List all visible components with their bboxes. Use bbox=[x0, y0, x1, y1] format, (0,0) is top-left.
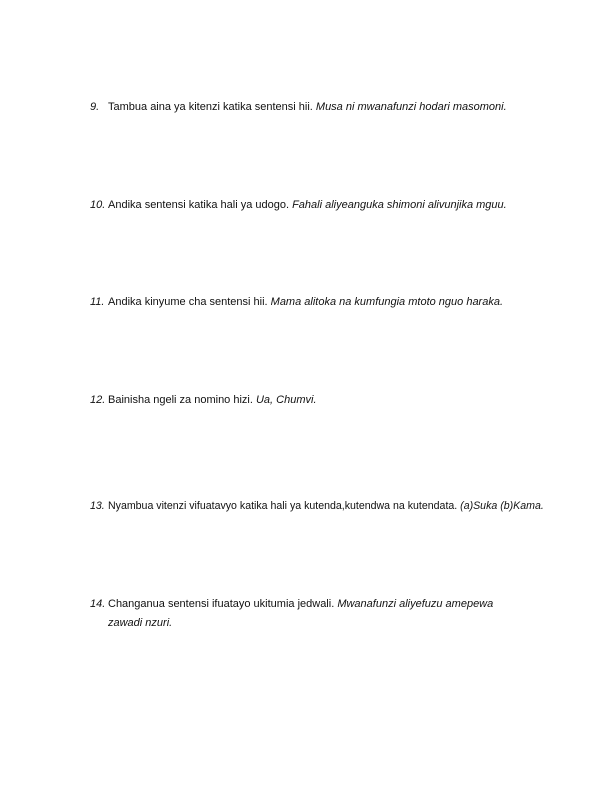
question-example: Fahali aliyeanguka shimoni alivunjika mguu. bbox=[292, 199, 507, 211]
question-13 bbox=[90, 497, 550, 516]
question-10 bbox=[90, 196, 540, 215]
question-example: Mama alitoka na kumfungia mtoto nguo haraka. bbox=[270, 296, 504, 308]
question-prompt: Andika kinyume cha sentensi hii. bbox=[108, 296, 268, 308]
question-example: Ua, Chumvi. bbox=[255, 394, 317, 406]
question-prompt: Changanua sentensi ifuatayo ukitumia jedwali. bbox=[108, 598, 335, 610]
question-number: 14. bbox=[90, 598, 106, 610]
question-example: Musa ni mwanafunzi hodari masomoni. bbox=[315, 101, 507, 113]
question-number: 10. bbox=[90, 199, 106, 211]
question-11 bbox=[90, 293, 540, 312]
question-number: 12. bbox=[90, 394, 106, 406]
question-9 bbox=[90, 98, 540, 117]
question-number: 11. bbox=[90, 296, 105, 308]
question-example: Mwanafunzi aliyefuzu amepewa zawadi nzuri. bbox=[108, 598, 494, 629]
question-example: (a)Suka (b)Kama. bbox=[460, 500, 544, 512]
question-prompt: Andika sentensi katika hali ya udogo. bbox=[108, 199, 290, 211]
question-12 bbox=[90, 391, 540, 410]
question-prompt: Bainisha ngeli za nomino hizi. bbox=[108, 394, 253, 406]
question-prompt: Nyambua vitenzi vifuatavyo katika hali ya kutenda,kutendwa na kutendata. bbox=[108, 500, 458, 512]
question-14 bbox=[90, 595, 510, 633]
question-number: 13. bbox=[90, 500, 105, 512]
question-number: 9. bbox=[90, 101, 100, 113]
question-prompt: Tambua aina ya kitenzi katika sentensi hii. bbox=[108, 101, 313, 113]
